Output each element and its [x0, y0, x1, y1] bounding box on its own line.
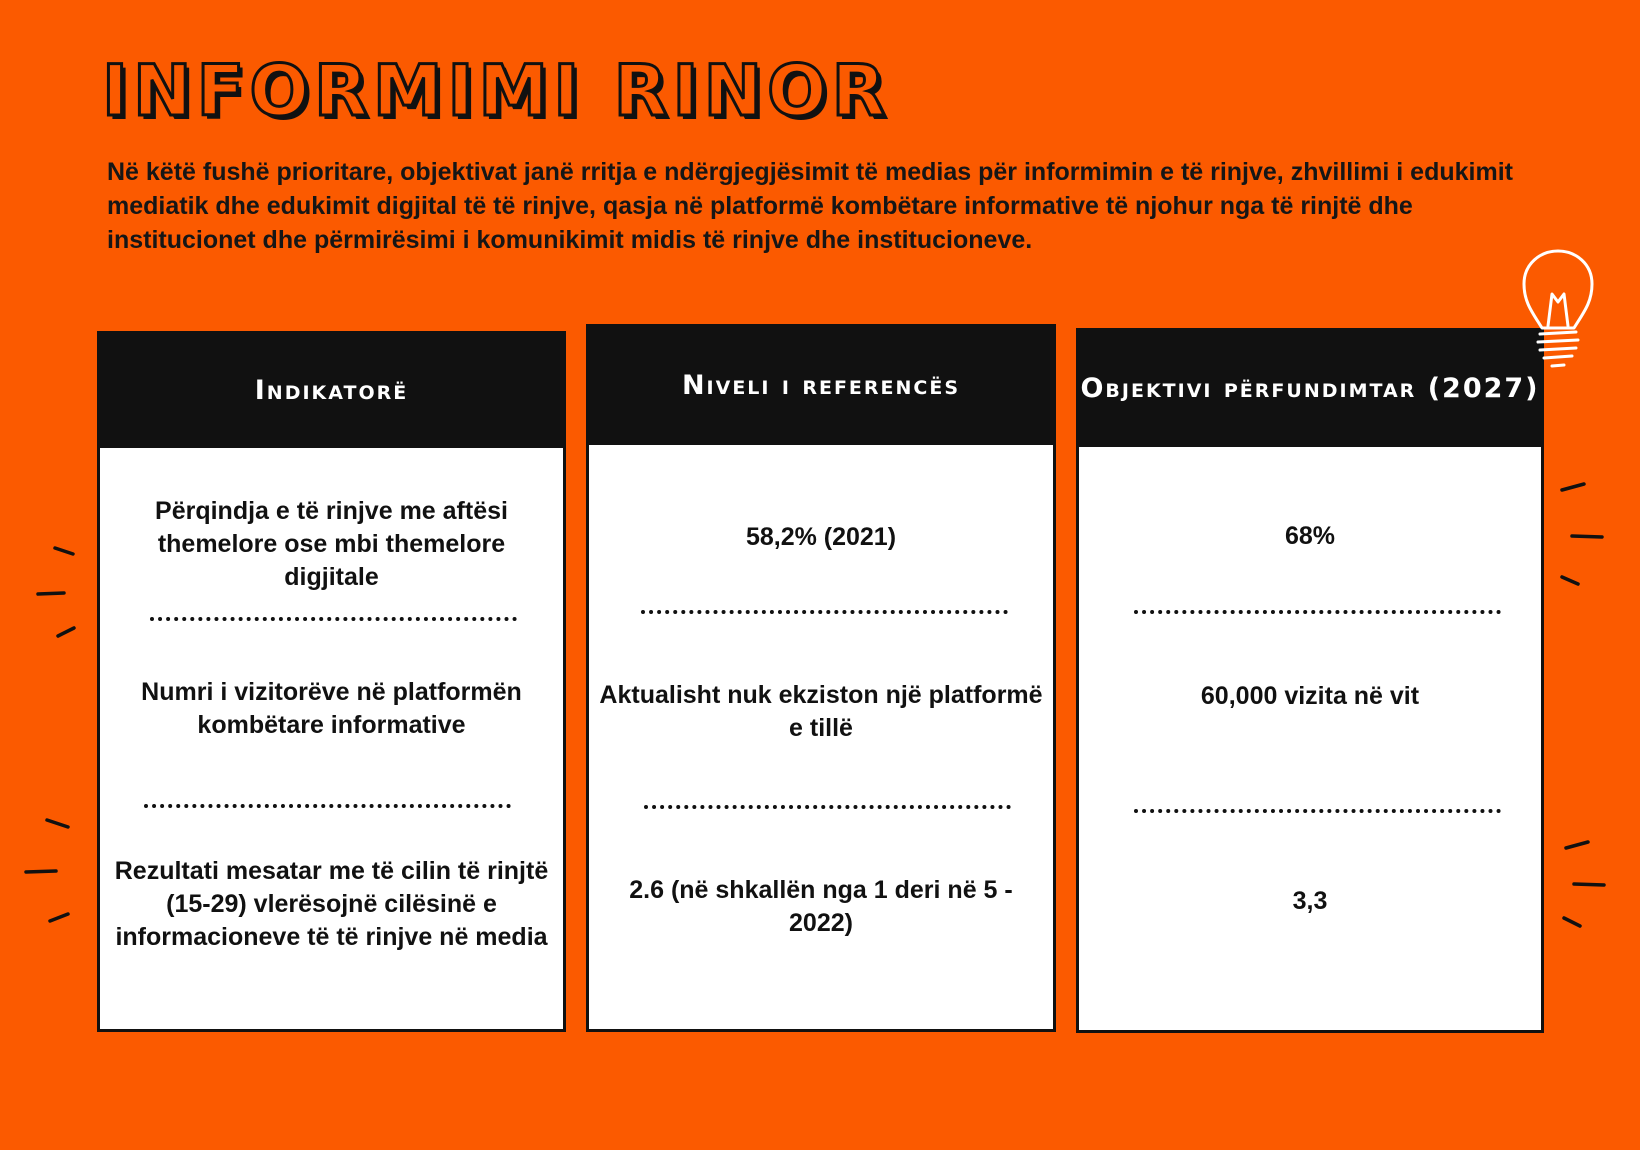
reference-cell: 58,2% (2021) — [745, 522, 897, 551]
indicator-cell: Numri i vizitorëve në platformën kombëtare informative — [141, 678, 522, 739]
target-header: Objektivi përfundimtar (2027) — [1079, 331, 1541, 447]
target-cell: 60,000 vizita në vit — [1200, 681, 1420, 710]
reference-cell: 2.6 (në shkallën nga 1 deri në 5 - 2022) — [629, 876, 1013, 937]
reference-header: Niveli i referencës — [589, 327, 1053, 445]
indicators-header: Indikatorë — [100, 334, 563, 448]
page-title: INFORMIMI RINOR — [102, 50, 891, 132]
target-cell: 3,3 — [1292, 886, 1328, 915]
reference-cell: Aktualisht nuk ekziston një platformë e tillë — [599, 681, 1043, 742]
intro-paragraph: Në këtë fushë prioritare, objektivat janë rritja e ndërgjegjësimit të medias për informimin e të rinjve, zhvillimi i edukimit mediatik dhe edukimit digjital të të rinjve, qasja në platformë kombëtare informative të njohur nga të rinjtë dhe institucionet dhe përmirësimi i komunikimit midis të rinjve dhe institucioneve. — [107, 158, 1513, 254]
indicator-cell: Përqindja e të rinjve me aftësi themelore ose mbi themelore digjitale — [155, 496, 508, 591]
target-cell: 68% — [1284, 521, 1336, 550]
indicator-cell: Rezultati mesatar me të cilin të rinjtë (15-29) vlerësojnë cilësinë e informacioneve të të rinjve në media — [114, 856, 549, 951]
